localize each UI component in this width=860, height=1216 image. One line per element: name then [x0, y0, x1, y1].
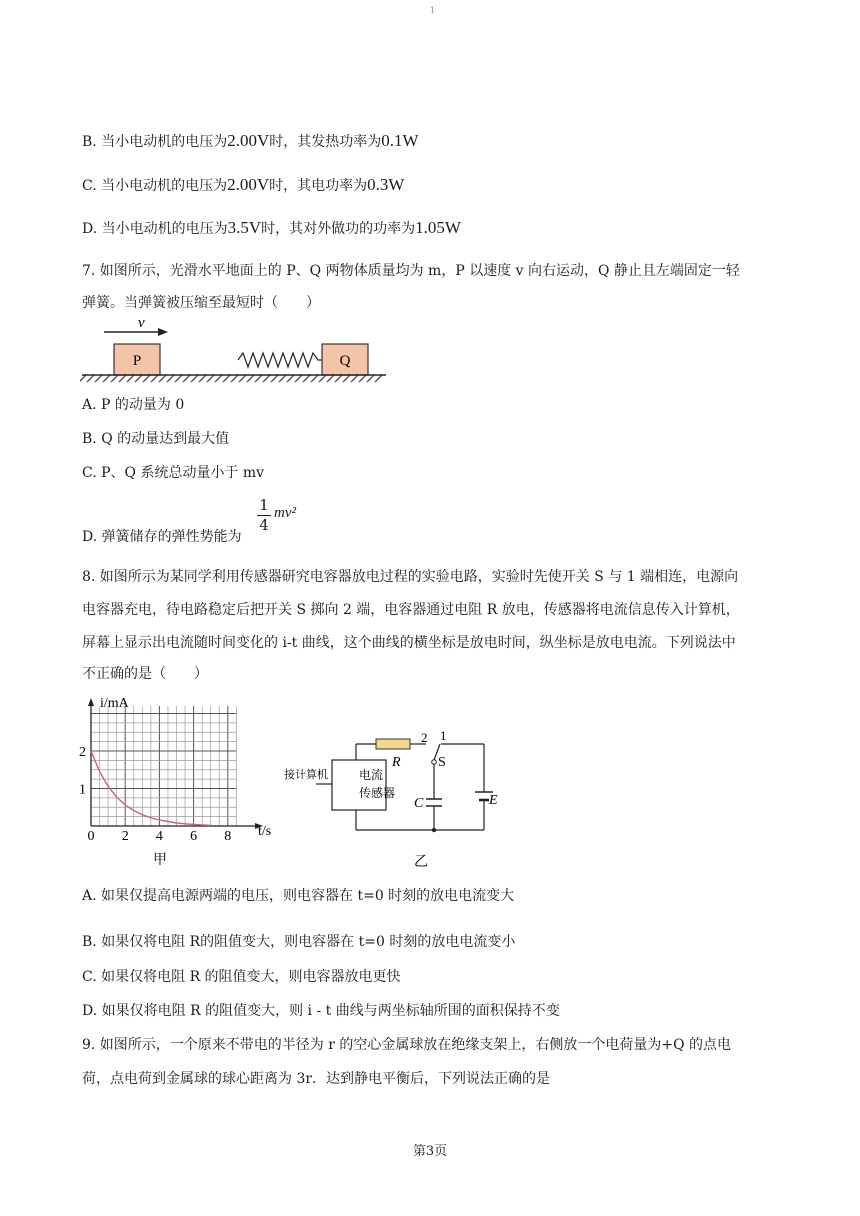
hatch-mark: [247, 375, 254, 382]
hatch-mark: [119, 375, 126, 382]
hatch-mark: [103, 375, 110, 382]
hatch-mark: [191, 375, 198, 382]
q6-c-value1: 2.00V: [227, 175, 270, 194]
q6-d-value2: 1.05W: [415, 218, 461, 237]
hatch-mark: [287, 375, 294, 382]
x-tick-label: 2: [121, 829, 129, 844]
q6-d-mid: 时，其对外做功的功率为: [261, 221, 416, 237]
x-tick-label: 4: [155, 829, 163, 844]
hatch-mark: [151, 375, 158, 382]
hatch-mark: [159, 375, 166, 382]
q8-stem-line1: 8. 如图所示为某同学利用传感器研究电容器放电过程的实验电路，实验时先使开关 S 与 1 端相连，电源向: [82, 569, 739, 585]
q6-c-mid: 时，其电功率为: [269, 178, 368, 194]
velocity-arrowhead: [158, 328, 168, 336]
x-tick-label: 6: [190, 829, 198, 844]
hatch-mark: [327, 375, 334, 382]
q9-stem-line1: 9. 如图所示，一个原来不带电的半径为 r 的空心金属球放在绝缘支架上，右侧放一个电荷量为+Q 的点电: [82, 1037, 732, 1053]
circuit-caption: 乙: [414, 855, 428, 870]
resistor-label: R: [392, 755, 401, 770]
hatch-mark: [183, 375, 190, 382]
switch-pivot: [432, 760, 437, 765]
q7-figure: [80, 312, 392, 384]
hatch-mark: [359, 375, 366, 382]
hatch-mark: [319, 375, 326, 382]
hatch-mark: [111, 375, 118, 382]
hatch-mark: [167, 375, 174, 382]
y-axis-arrow: [88, 698, 94, 706]
q7-d-pre: D. 弹簧储存的弹性势能为: [82, 529, 242, 545]
computer-label: 接计算机: [284, 769, 328, 781]
q7-option-d: [82, 527, 242, 547]
q8-stem-line2: 电容器充电，待电路稳定后把开关 S 掷向 2 端，电容器通过电阻 R 放电，传感器将电流信息传入计算机，: [82, 602, 740, 618]
graph-grid: [91, 706, 236, 826]
hatch-mark: [295, 375, 302, 382]
q8-option-a: A. 如果仅提高电源两端的电压，则电容器在 t=0 时刻的放电电流变大: [82, 888, 515, 904]
q6-c-pre: C. 当小电动机的电压为: [82, 178, 228, 194]
x-axis-label: t/s: [258, 824, 272, 839]
q7-stem-line2: 弹簧。当弹簧被压缩至最短时（ ）: [82, 295, 320, 311]
q8-option-d: D. 如果仅将电阻 R 的阻值变大，则 i - t 曲线与两坐标轴所围的面积保持不变: [82, 1003, 560, 1019]
hatch-mark: [351, 375, 358, 382]
hatch-mark: [175, 375, 182, 382]
junction-dot: [432, 828, 436, 832]
hatch-mark: [255, 375, 262, 382]
q7-option-c: C. P、Q 系统总动量小于 mv: [82, 465, 265, 481]
hatch-mark: [215, 375, 222, 382]
hatch-mark: [80, 375, 86, 382]
q7-d-fraction: [256, 497, 272, 534]
source-label: E: [489, 793, 498, 808]
y-tick-label: 1: [79, 782, 86, 798]
q6-b-pre: B. 当小电动机的电压为: [82, 134, 228, 150]
fraction-numerator: 1: [259, 496, 269, 514]
hatch-mark: [311, 375, 318, 382]
switch-label: S: [438, 755, 446, 770]
hatch-mark: [231, 375, 238, 382]
sensor-label-line1: 电流: [359, 768, 384, 782]
graph-caption: 甲: [153, 853, 167, 868]
q8-option-b: B. 如果仅将电阻 R的阻值变大，则电容器在 t=0 时刻的放电电流变小: [82, 934, 516, 950]
hatch-mark: [135, 375, 142, 382]
q8-stem-line3: 屏幕上显示出电流随时间变化的 i-t 曲线，这个曲线的横坐标是放电时间，纵坐标是放电电流。下列说法中: [82, 635, 736, 651]
hatch-mark: [143, 375, 150, 382]
capacitor-label: C: [414, 796, 424, 811]
hatch-mark: [343, 375, 350, 382]
hatch-mark: [239, 375, 246, 382]
q6-c-value2: 0.3W: [367, 175, 405, 194]
hatch-mark: [303, 375, 310, 382]
block-q-label: Q: [339, 353, 351, 369]
hatch-mark: [375, 375, 382, 382]
q7-option-a: A. P 的动量为 0: [82, 397, 185, 413]
terminal-2-label: 2: [421, 730, 428, 745]
hatch-mark: [207, 375, 214, 382]
hatch-mark: [335, 375, 342, 382]
hatch-mark: [127, 375, 134, 382]
header-mark: 1: [430, 6, 436, 15]
circuit-diagram: [280, 722, 510, 872]
hatch-mark: [223, 375, 230, 382]
q6-d-value1: 3.5V: [227, 218, 262, 237]
q6-option-c: [82, 175, 404, 196]
axis-ticks: [79, 745, 231, 844]
y-tick-label: 2: [79, 745, 86, 760]
velocity-label: v: [138, 315, 145, 331]
x-tick-label: 8: [224, 829, 232, 844]
q7-d-expression: mv²: [274, 505, 296, 521]
y-axis-label: i/mA: [100, 696, 129, 711]
block-p-label: P: [132, 353, 142, 369]
q6-b-mid: 时，其发热功率为: [269, 134, 382, 150]
hatch-mark: [279, 375, 286, 382]
hatch-mark: [367, 375, 374, 382]
sensor-label-line2: 传感器: [359, 786, 396, 800]
q6-option-d: [82, 218, 461, 239]
hatch-mark: [87, 375, 94, 382]
q6-d-pre: D. 当小电动机的电压为: [82, 221, 228, 237]
q7-stem-line1: 7. 如图所示，光滑水平地面上的 P、Q 两物体质量均为 m，P 以速度 v 向右运动，Q 静止且左端固定一轻: [82, 263, 740, 279]
q7-option-b: B. Q 的动量达到最大值: [82, 431, 230, 447]
hatch-mark: [271, 375, 278, 382]
q6-option-b: [82, 131, 419, 152]
it-graph: [74, 692, 290, 872]
x-tick-label: 0: [87, 829, 95, 844]
q8-stem-line4: 不正确的是（ ）: [82, 666, 208, 682]
q6-b-value1: 2.00V: [227, 131, 270, 150]
ground-hatch: [80, 375, 382, 382]
q6-b-value2: 0.1W: [381, 131, 419, 150]
terminal-1-label: 1: [440, 728, 447, 743]
q8-option-c: C. 如果仅将电阻 R 的阻值变大，则电容器放电更快: [82, 969, 401, 985]
hatch-mark: [199, 375, 206, 382]
page-number: 第3页: [412, 1144, 448, 1159]
spring: [238, 353, 322, 367]
fraction-denominator: 4: [259, 516, 269, 534]
q9-stem-line2: 荷，点电荷到金属球的球心距离为 3r．达到静电平衡后，下列说法正确的是: [82, 1071, 551, 1087]
resistor: [376, 739, 410, 749]
hatch-mark: [263, 375, 270, 382]
hatch-mark: [95, 375, 102, 382]
